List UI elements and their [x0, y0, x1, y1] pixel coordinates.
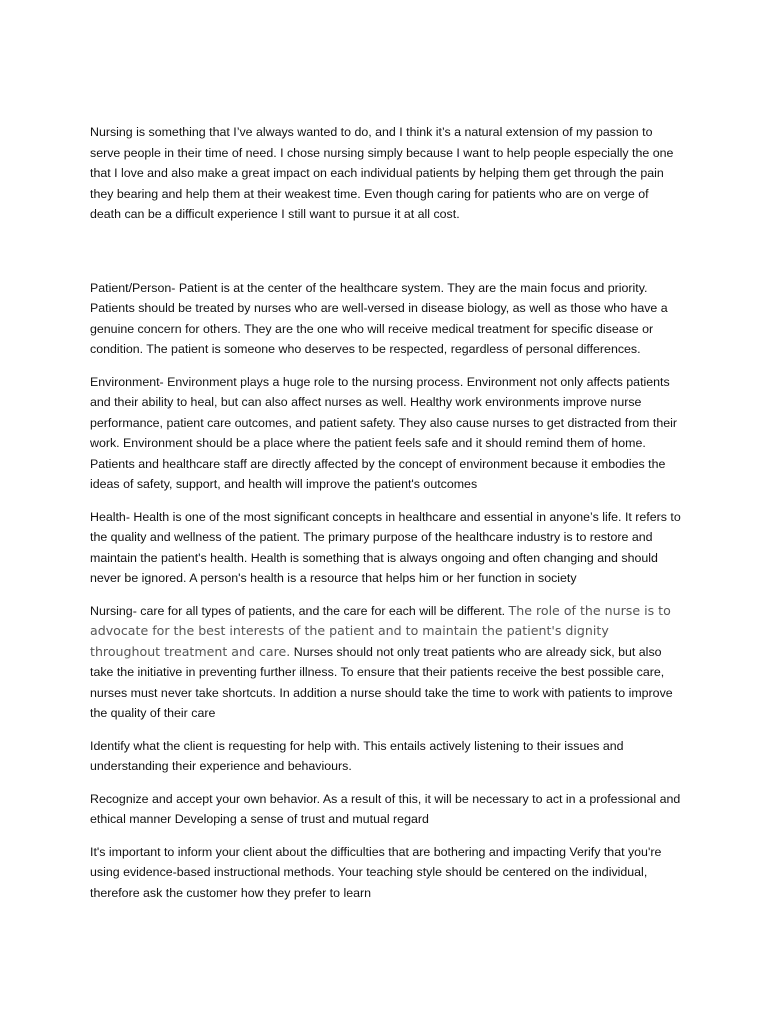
- nursing-paragraph: [90, 601, 682, 724]
- nursing-quoted-text: The role of the nurse is to advocate for the best interests of the patient and to maintain the patient's dignity throughout treatment and care.: [90, 602, 671, 659]
- environment-paragraph: Environment- Environment plays a huge role to the nursing process. Environment not only affects patients and their ability to heal, but can also affect nurses as well. Healthy work environments improve nurse performance, patient care outcomes, and patient safety. They also cause nurses to get distracted from their work. Environment should be a place where the patient feels safe and it should remind them of home. Patients and healthcare staff are directly affected by the concept of environment because it embodies the ideas of safety, support, and health will improve the patient's outcomes: [90, 374, 678, 491]
- intro-paragraph: Nursing is something that I’ve always wanted to do, and I think it’s a natural extension of my passion to serve people in their time of need. I chose nursing simply because I want to help people especially the one that I love and also make a great impact on each individual patients by helping them get through the pain they bearing and help them at their weakest time. Even though caring for patients who are on verge of death can be a difficult experience I still want to pursue it at all cost.: [90, 125, 674, 221]
- recognize-paragraph: Recognize and accept your own behavior. As a result of this, it will be necessary to act in a professional and ethical manner Developing a sense of trust and mutual regard: [90, 791, 681, 826]
- patient-person-paragraph: Patient/Person- Patient is at the center of the healthcare system. They are the main focus and priority. Patients should be treated by nurses who are well-versed in disease biology, as well as those who have a genuine concern for others. They are the one who will receive medical treatment for specific disease or condition. The patient is someone who deserves to be respected, regardless of personal differences.: [90, 280, 668, 356]
- health-paragraph: Health- Health is one of the most significant concepts in healthcare and essential in anyone’s life. It refers to the quality and wellness of the patient. The primary purpose of the healthcare industry is to restore and maintain the patient's health. Health is something that is always ongoing and often changing and should never be ignored. A person's health is a resource that helps him or her function in society: [90, 509, 681, 585]
- document-page: [90, 122, 682, 915]
- identify-paragraph: Identify what the client is requesting for help with. This entails actively listening to their issues and understanding their experience and behaviours.: [90, 738, 624, 773]
- nursing-intro-text: Nursing- care for all types of patients, and the care for each will be different.: [90, 603, 509, 618]
- nursing-rest-text: Nurses should not only treat patients who are already sick, but also take the initiative in preventing further illness. To ensure that their patients receive the best possible care, nurses must never take shortcuts. In addition a nurse should take the time to work with patients to improve the quality of their care: [90, 644, 673, 720]
- inform-paragraph: It's important to inform your client about the difficulties that are bothering and impacting Verify that you're using evidence-based instructional methods. Your teaching style should be centered on the individual, therefore ask the customer how they prefer to learn: [90, 844, 662, 900]
